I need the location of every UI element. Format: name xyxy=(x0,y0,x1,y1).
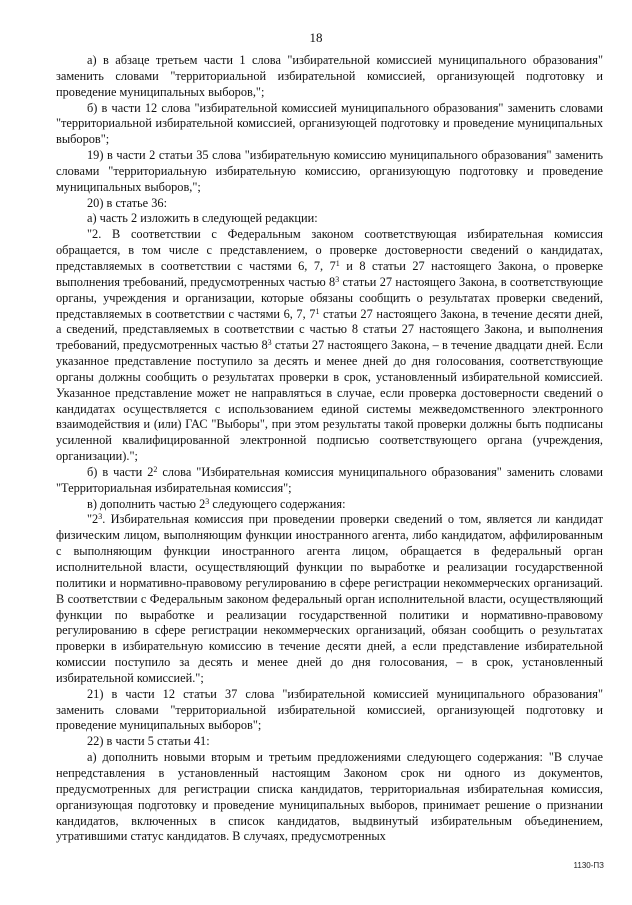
document-code: 1130-ПЗ xyxy=(573,861,604,870)
paragraph-a-part2: а) часть 2 изложить в следующей редакции: xyxy=(87,211,318,226)
paragraph-a-part5: а) дополнить новыми вторым и третьим предложениями следующего содержания: "В случае непредставления в установленный настоящим Законом срок ни одного из документов, предусмотренных для регистрации списка кандидатов, территориальная избирательная комиссия, организующая подготовку и проведение муниципальных выборов, принимает решение о признании кандидатов, включенных в список кандидатов, выдвинутый избирательным объединением, утратившими статус кандидатов. В случаях, предусмотренных xyxy=(56,750,603,844)
paragraph-part2-text: "2. В соответствии с Федеральным законом соответствующая избирательная комиссия обращается, в том числе с представлением, о проверке достоверности сведений о кандидатах, представляемых в соответствии с частями 6, 7, $7^1$ и 8 статьи 27 настоящего Закона, о проверке выполнения требований, предусмотренных частью $8^3$ статьи 27 настоящего Закона, в соответствующие органы, учреждения и организации, которые обязаны сообщить о результатах проверки сведений, представляемых в соответствии с частями 6, 7, $7^1$ статьи 27 настоящего Закона, в течение десяти дней, а сведений, представляемых в соответствии с частью 8 статьи 27 настоящего Закона, и выполнения требований, предусмотренных частью $8^3$ статьи 27 настоящего Закона, – в течение двадцати дней. Если указанное представление поступило за десять и менее дней до дня голосования, соответствующие органы должны сообщить о результатах проверки в срок, установленный избирательной комиссией. Указанное представление может не направляться в случае, если проверка достоверности сведений о кандидатах осуществляется с использованием единой системы межведомственного электронного взаимодействия и (или) ГАС "Выборы", при этом результаты такой проверки должны быть подписаны усиленной квалифицированной электронной подписью соответствующего органа (учреждения, организации)."; xyxy=(56,227,604,464)
paragraph-item-20: 20) в статье 36: xyxy=(87,195,167,210)
paragraph-item-21: 21) в части 12 статьи 37 слова "избирательной комиссией муниципального образования" заменить словами "территориальной избирательной комиссией, организующей подготовку и проведение муниципальных выборов"; xyxy=(56,686,603,733)
paragraph-v-part2-3: в) дополнить частью $2^3$ следующего содержания: xyxy=(87,496,346,511)
document-body xyxy=(56,53,603,845)
paragraph-a-article: а) в абзаце третьем части 1 слова "избирательной комиссией муниципального образования" заменить словами "территориальной избирательной комиссией, организующей подготовку и проведение муниципальных выборов,"; xyxy=(56,53,603,99)
paragraph-item-22: 22) в части 5 статьи 41: xyxy=(87,734,210,749)
paragraph-item-19: 19) в части 2 статьи 35 слова "избирательную комиссию муниципального образования" заменить словами "территориальную избирательную комиссию, организующую подготовку и проведение муниципальных выборов,"; xyxy=(56,148,603,194)
page-number: 18 xyxy=(309,30,323,45)
paragraph-b-part12: б) в части 12 слова "избирательной комиссией муниципального образования" заменить словами "территориальной избирательной комиссией, организующей подготовку и проведение муниципальных выборов"; xyxy=(56,100,603,147)
paragraph-b-part2-2: б) в части $2^2$ слова "Избирательная комиссия муниципального образования" заменить словами "Территориальная избирательная комиссия"; xyxy=(56,464,603,495)
paragraph-part2-3-text: "$2^3$. Избирательная комиссия при проведении проверки сведений о том, является ли кандидат физическим лицом, выполняющим функции иностранного агента, либо кандидатом, аффилированным с выполняющим функции иностранного агента лицом, обращается в федеральный орган исполнительной власти, осуществляющий функции по выработке и реализации государственной политики и нормативно-правовому регулированию в сфере регистрации некоммерческих организаций. В соответствии с Федеральным законом федеральный орган исполнительной власти, осуществляющий функции по выработке и реализации государственной политики и нормативно-правовому регулированию в сфере регистрации некоммерческих организаций, обязан сообщить о результатах проверки в избирательную комиссию в течение десяти дней, а если представление избирательной комиссии поступило за десять и менее дней до дня голосования, – в срок, установленный избирательной комиссией."; xyxy=(56,512,603,685)
